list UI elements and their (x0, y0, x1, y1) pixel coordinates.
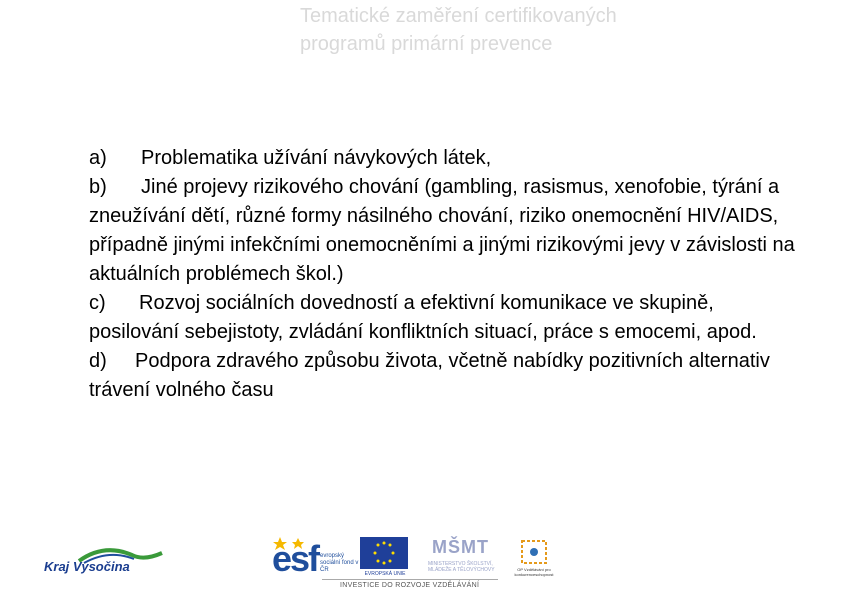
eu-stars-icon (360, 537, 408, 569)
list-item-text: Problematika užívání návykových látek, (141, 147, 492, 169)
content-list (89, 144, 804, 405)
title-line-1: Tematické zaměření certifikovaných (300, 5, 617, 27)
list-item-text: Jiné projevy rizikového chování (gambling, rasismus, xenofobie, týrání a zneužívání dětí, různé formy násilného chování, riziko onemocnění HIV/AIDS, případně jinými infekčními onemocněními a jinými rizikovými jevy v závislosti na aktuálních problémech škol.) (89, 176, 795, 285)
list-marker: b) (89, 176, 107, 198)
eu-caption: EVROPSKÁ UNIE (364, 571, 406, 577)
msmt-caption: MINISTERSTVO ŠKOLSTVÍ, MLÁDEŽE A TĚLOVÝCHOVY (428, 561, 495, 573)
title-line-2: programů primární prevence (300, 33, 553, 55)
msmt-mark: MŠMT (432, 537, 489, 557)
list-item-c (89, 289, 804, 347)
msmt-logo (428, 537, 498, 577)
op-caption: OP Vzdělávání pro konkurenceschopnost (514, 567, 554, 577)
list-item-text: Podpora zdravého způsobu života, včetně nabídky pozitivních alternativ trávení volného času (89, 350, 770, 401)
list-marker: d) (89, 350, 107, 372)
op-frame-icon (508, 537, 560, 567)
investice-caption: INVESTICE DO ROZVOJE VZDĚLÁVÁNÍ (340, 582, 480, 589)
esf-logo (272, 537, 358, 579)
kraj-vysocina-logo (44, 545, 144, 579)
op-vk-logo (508, 537, 560, 579)
list-item-d (89, 347, 804, 405)
slide-title (300, 2, 720, 58)
footer-divider (322, 579, 498, 580)
list-marker: a) (89, 147, 107, 169)
list-item-a (89, 144, 804, 173)
kraj-logo-text: Kraj Vysočina (44, 559, 130, 574)
eu-flag (360, 537, 408, 569)
esf-mark: esf (272, 538, 319, 579)
list-item-b (89, 173, 804, 289)
list-item-text: Rozvoj sociálních dovedností a efektivní komunikace ve skupině, posilování sebejistoty, zvládání konfliktních situací, práce s emocemi, apod. (89, 292, 757, 343)
esf-caption: evropský sociální fond v ČR (320, 553, 359, 573)
list-marker: c) (89, 292, 106, 314)
